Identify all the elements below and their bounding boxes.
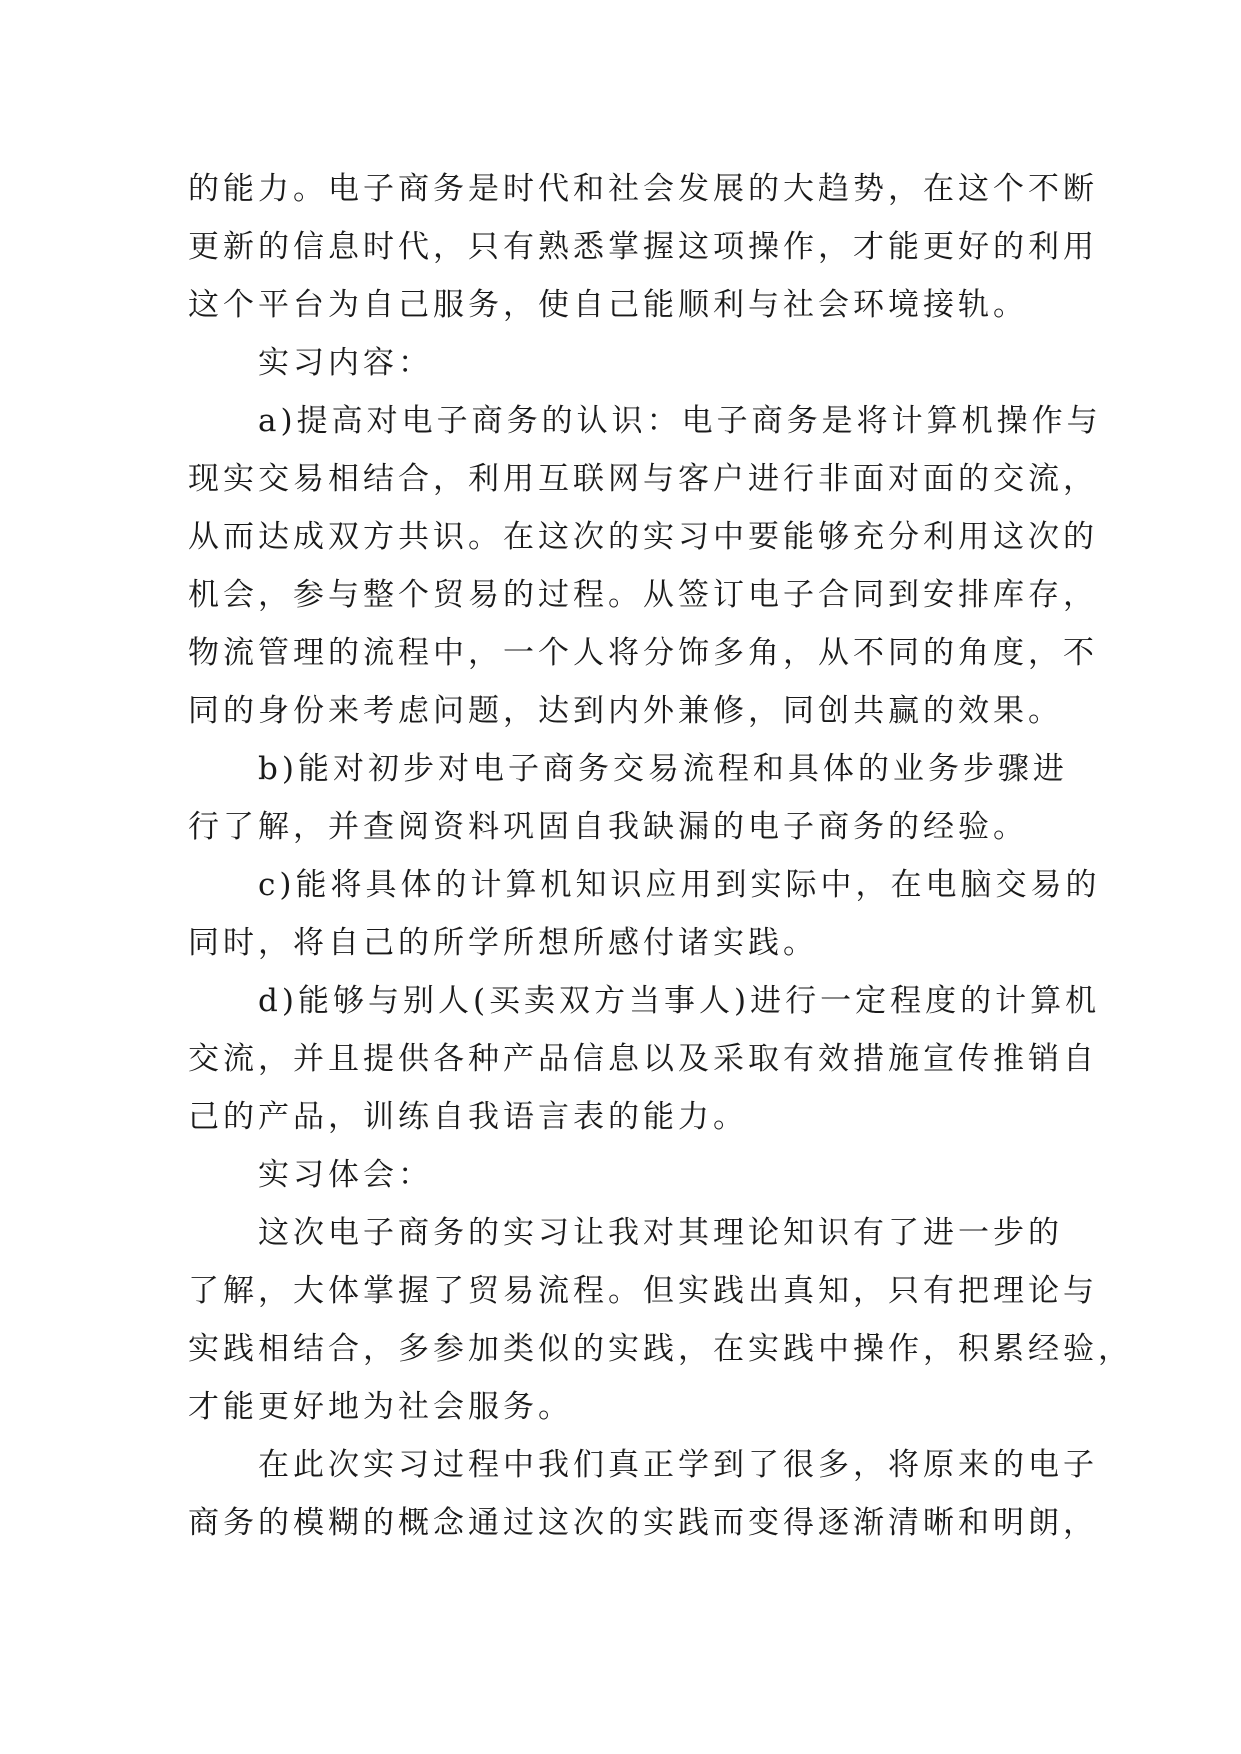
text-line: 同时，将自己的所学所想所感付诸实践。 bbox=[188, 925, 818, 961]
text-line: c)能将具体的计算机知识应用到实际中，在电脑交易的 bbox=[188, 867, 1101, 903]
text-line: 更新的信息时代，只有熟悉掌握这项操作，才能更好的利用 bbox=[188, 229, 1098, 265]
text-line: 实践相结合，多参加类似的实践，在实践中操作，积累经验， bbox=[188, 1331, 1133, 1367]
text-line: 行了解，并查阅资料巩固自我缺漏的电子商务的经验。 bbox=[188, 809, 1028, 845]
text-line: 的能力。电子商务是时代和社会发展的大趋势，在这个不断 bbox=[188, 171, 1098, 207]
text-line: 了解，大体掌握了贸易流程。但实践出真知，只有把理论与 bbox=[188, 1273, 1098, 1309]
text-line: 物流管理的流程中，一个人将分饰多角，从不同的角度，不 bbox=[188, 635, 1098, 671]
text-line: 己的产品，训练自我语言表的能力。 bbox=[188, 1099, 748, 1135]
text-line: 同的身份来考虑问题，达到内外兼修，同创共赢的效果。 bbox=[188, 693, 1063, 729]
text-line: 在此次实习过程中我们真正学到了很多，将原来的电子 bbox=[188, 1447, 1098, 1483]
text-line: b)能对初步对电子商务交易流程和具体的业务步骤进 bbox=[188, 751, 1068, 787]
text-line: a)提高对电子商务的认识：电子商务是将计算机操作与 bbox=[188, 403, 1102, 439]
text-line: 机会，参与整个贸易的过程。从签订电子合同到安排库存， bbox=[188, 577, 1098, 613]
text-line: 从而达成双方共识。在这次的实习中要能够充分利用这次的 bbox=[188, 519, 1098, 555]
body-text bbox=[188, 160, 1133, 1552]
text-line: 现实交易相结合，利用互联网与客户进行非面对面的交流， bbox=[188, 461, 1098, 497]
section-heading-internship-experience: 实习体会： bbox=[188, 1157, 433, 1193]
section-heading-internship-content: 实习内容： bbox=[188, 345, 433, 381]
text-line: 才能更好地为社会服务。 bbox=[188, 1389, 573, 1425]
text-line: 这次电子商务的实习让我对其理论知识有了进一步的 bbox=[188, 1215, 1063, 1251]
text-line: 商务的模糊的概念通过这次的实践而变得逐渐清晰和明朗， bbox=[188, 1505, 1098, 1541]
text-line: 交流，并且提供各种产品信息以及采取有效措施宣传推销自 bbox=[188, 1041, 1098, 1077]
text-line: d)能够与别人(买卖双方当事人)进行一定程度的计算机 bbox=[188, 983, 1101, 1019]
text-line: 这个平台为自己服务，使自己能顺利与社会环境接轨。 bbox=[188, 287, 1028, 323]
